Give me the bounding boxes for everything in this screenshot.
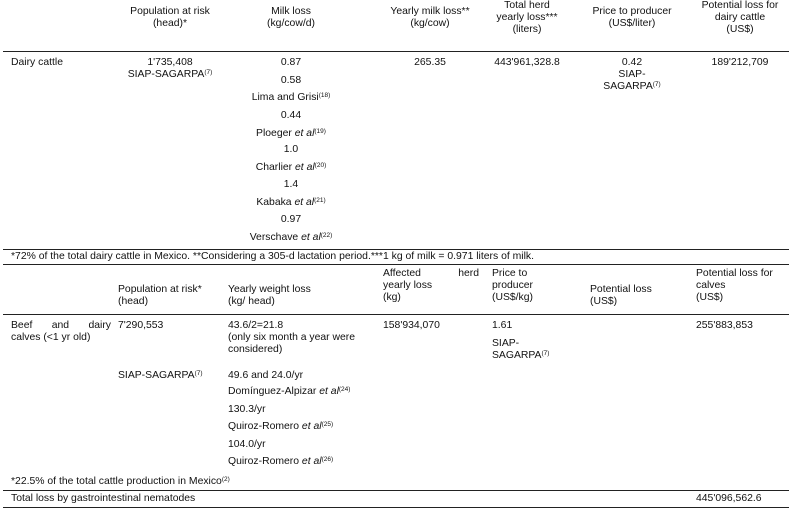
table2-header-rule xyxy=(3,314,789,315)
source-text: SAGARPA xyxy=(492,350,542,361)
milk-loss-value: 1.0 xyxy=(283,144,299,155)
potential-loss-value: 189'212,709 xyxy=(711,57,769,68)
reference-superscript: (24) xyxy=(338,386,351,393)
reference-superscript: (19) xyxy=(314,128,326,135)
header-text: (head)* xyxy=(152,18,188,29)
row-label: Dairy cattle xyxy=(11,57,63,68)
milk-loss-value: 0.44 xyxy=(280,110,302,121)
source-text: Ploeger xyxy=(256,128,292,139)
table2-footnote xyxy=(11,476,230,488)
yearly-milk-loss-value: 265.35 xyxy=(414,57,446,68)
source-text: Verschave xyxy=(249,232,299,243)
reference-superscript: (7) xyxy=(541,350,550,357)
header-text: dairy cattle xyxy=(714,12,766,23)
header-affected-herd xyxy=(383,268,479,304)
table1-header-rule xyxy=(3,51,789,52)
weight-loss-line: 43.6/2=21.8 xyxy=(228,320,284,331)
population-value: 1'735,408 xyxy=(147,57,193,68)
total-top-rule xyxy=(3,490,789,491)
herd-yearly-loss-value: 443'961,328.8 xyxy=(494,57,560,68)
table1-footnote: *72% of the total dairy cattle in Mexico. **Considering a 305-d lactation period.***1 kg of milk = 0.971 liters of milk. xyxy=(11,251,534,262)
row-label-word: Beef xyxy=(11,320,33,331)
et-al-text: et al xyxy=(294,197,315,208)
reference-superscript: (2) xyxy=(221,476,230,483)
weight-loss-first xyxy=(228,320,355,356)
milk-loss-value: 0.97 xyxy=(280,214,302,225)
source-text: Kabaka xyxy=(256,197,292,208)
affected-herd-loss-value: 158'934,070 xyxy=(383,320,440,331)
header-text: Potential loss for xyxy=(696,268,773,279)
price-source-line2 xyxy=(577,81,687,93)
header-text: (US$) xyxy=(726,24,754,35)
header-price xyxy=(492,268,533,304)
population-value: 7'290,553 xyxy=(118,320,164,331)
milk-loss-source xyxy=(236,197,346,209)
header-text: herd xyxy=(458,268,479,279)
weight-loss-value: 104.0/yr xyxy=(228,439,266,450)
header-text: (US$) xyxy=(590,296,618,307)
source-text: SIAP-SAGARPA xyxy=(127,69,205,80)
milk-loss-source xyxy=(236,92,346,104)
et-al-text: et al xyxy=(295,162,315,173)
footnote-text: *22.5% of the total cattle production in Mexico xyxy=(11,476,222,487)
header-text: (head) xyxy=(118,296,149,307)
price-source-line2 xyxy=(492,350,549,362)
weight-loss-line: (only six month a year were xyxy=(228,332,356,343)
header-text: Milk loss xyxy=(271,6,311,17)
et-al-text: et al xyxy=(301,456,322,467)
header-text: Potential loss xyxy=(590,284,652,295)
weight-loss-source xyxy=(228,386,350,398)
header-text: yearly loss*** xyxy=(496,12,558,23)
header-text: Affected xyxy=(383,268,421,279)
header-text: (kg/cow/d) xyxy=(267,18,315,29)
header-text: Population at risk* xyxy=(118,284,202,295)
header-population xyxy=(100,6,240,30)
milk-loss-source xyxy=(236,128,346,140)
weight-loss-source xyxy=(228,456,333,468)
reference-superscript: (20) xyxy=(314,162,327,169)
header-text: calves xyxy=(696,280,726,291)
header-text: (kg/cow) xyxy=(410,18,450,29)
reference-superscript: (25) xyxy=(321,421,334,428)
header-text: producer xyxy=(492,280,534,291)
header-text: Price to xyxy=(492,268,528,279)
milk-loss-source xyxy=(236,232,346,244)
total-value: 445'096,562.6 xyxy=(696,493,762,504)
et-al-text: et al xyxy=(301,232,321,243)
price-source-line1: SIAP- xyxy=(492,338,520,349)
header-text: (kg/ head) xyxy=(228,296,275,307)
header-text: (kg) xyxy=(383,292,401,303)
et-al-text: et al xyxy=(319,386,339,397)
header-text: (US$/liter) xyxy=(608,18,656,29)
milk-loss-value: 0.87 xyxy=(280,57,302,68)
weight-loss-value: 130.3/yr xyxy=(228,404,266,415)
reference-superscript: (7) xyxy=(204,69,213,76)
potential-loss-calves-value: 255'883,853 xyxy=(696,320,753,331)
weight-loss-line: considered) xyxy=(228,344,283,355)
header-affected-line xyxy=(383,268,479,280)
source-text: Lima and Grisi xyxy=(251,92,319,103)
milk-loss-source xyxy=(236,162,346,174)
header-text: Population at risk xyxy=(130,6,210,17)
price-value: 0.42 xyxy=(621,57,643,68)
header-herd-yearly-loss xyxy=(477,0,577,36)
header-text: Yearly weight loss xyxy=(228,284,311,295)
price-value: 1.61 xyxy=(492,320,513,331)
total-label: Total loss by gastrointestinal nematodes xyxy=(11,493,196,504)
source-text: Quiroz-Romero xyxy=(228,456,300,467)
reference-superscript: (26) xyxy=(321,456,334,463)
weight-loss-value: 49.6 and 24.0/yr xyxy=(228,370,304,381)
header-price xyxy=(577,6,687,30)
source-text: Charlier xyxy=(255,162,293,173)
reference-superscript: (7) xyxy=(652,81,661,88)
total-bottom-rule xyxy=(3,507,789,508)
reference-superscript: (7) xyxy=(194,370,203,377)
source-text: Domínguez-Alpizar xyxy=(228,386,317,397)
et-al-text: et al xyxy=(294,128,315,139)
header-text: Potential loss for xyxy=(701,0,779,11)
header-text: Total herd xyxy=(504,0,550,11)
header-text: Yearly milk loss** xyxy=(390,6,470,17)
population-source xyxy=(118,370,203,382)
header-text: Price to producer xyxy=(592,6,672,17)
header-weight-loss xyxy=(228,284,311,308)
header-yearly-milk-loss xyxy=(370,6,490,30)
source-text: SAGARPA xyxy=(603,81,653,92)
header-potential-loss xyxy=(590,284,652,308)
table1-bottom-rule xyxy=(3,249,789,250)
header-milk-loss xyxy=(236,6,346,30)
row-label xyxy=(11,320,111,344)
header-text: (US$) xyxy=(696,292,724,303)
population-source xyxy=(100,69,240,81)
reference-superscript: (22) xyxy=(320,232,333,239)
price-source-line1: SIAP- xyxy=(618,69,646,80)
weight-loss-source xyxy=(228,421,333,433)
milk-loss-value: 1.4 xyxy=(283,179,299,190)
row-label-line1 xyxy=(11,320,111,332)
header-text: yearly loss xyxy=(383,280,433,291)
header-potential-loss xyxy=(684,0,794,36)
header-text: (US$/kg) xyxy=(492,292,533,303)
row-label-word: and xyxy=(51,320,70,331)
header-potential-loss-calves xyxy=(696,268,773,304)
milk-loss-value: 0.58 xyxy=(280,75,302,86)
row-label-word: dairy xyxy=(88,320,111,331)
source-text: SIAP-SAGARPA xyxy=(118,370,195,381)
reference-superscript: (18) xyxy=(318,92,331,99)
source-text: Quiroz-Romero xyxy=(228,421,300,432)
table2-top-rule xyxy=(3,264,789,265)
header-text: (liters) xyxy=(512,24,542,35)
reference-superscript: (21) xyxy=(314,197,326,204)
header-population xyxy=(118,284,202,308)
row-label-line2: calves (<1 yr old) xyxy=(11,332,91,343)
et-al-text: et al xyxy=(301,421,322,432)
